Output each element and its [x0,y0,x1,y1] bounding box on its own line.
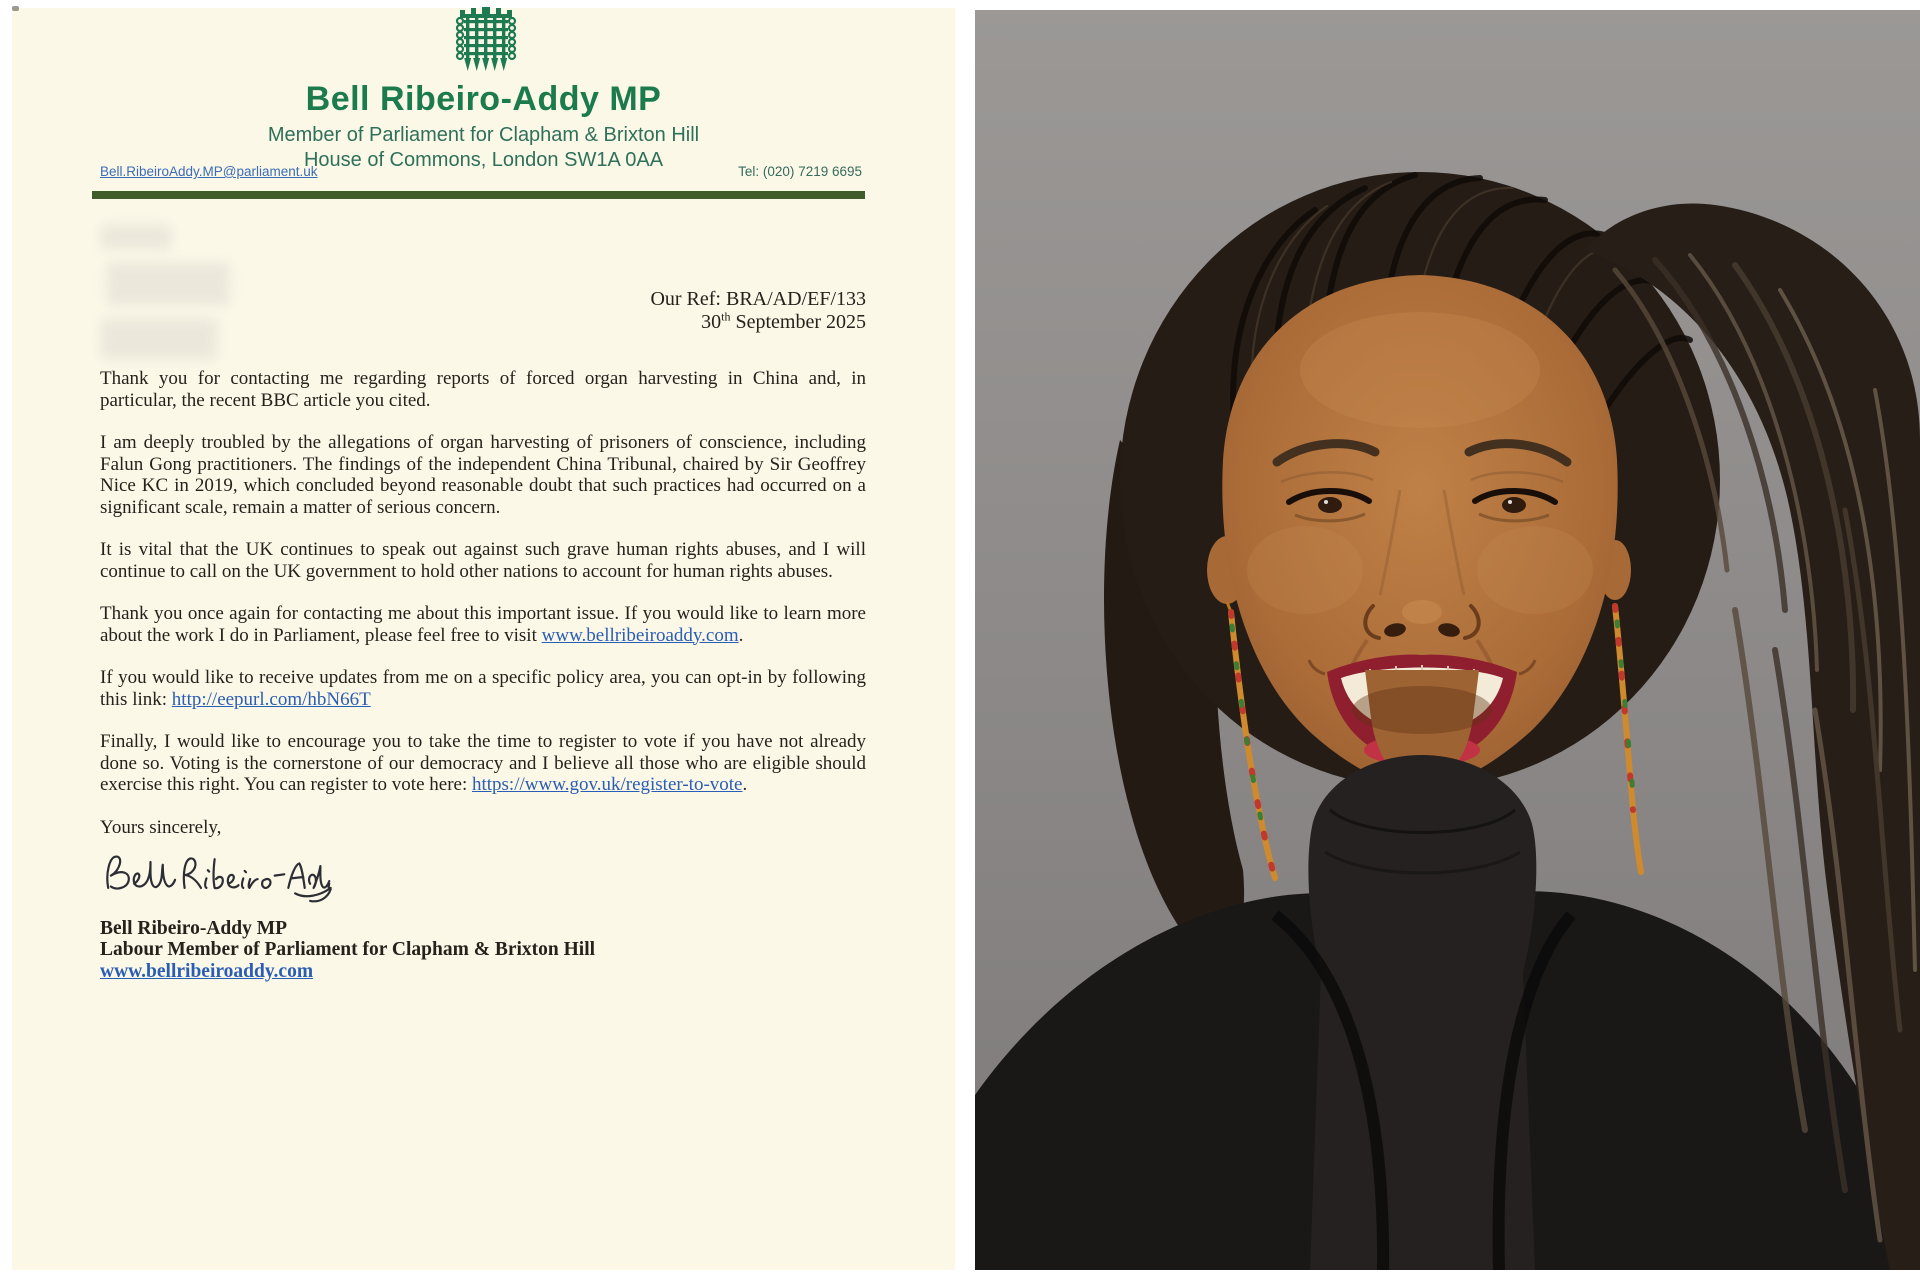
portcullis-crest-icon [452,5,520,77]
redacted-address-block [100,224,172,250]
letter-paragraph: Thank you for contacting me regarding reports of forced organ harvesting in China and, in particular, the recent BBC article you cited. [100,368,866,411]
header-divider-rule [92,191,865,199]
telephone-number: Tel: (020) 7219 6695 [738,164,862,179]
photo-panel [967,0,1920,1280]
scan-artifact [12,6,19,11]
date-line: 30th September 2025 [701,309,866,333]
signatory-role: Labour Member of Parliament for Clapham & Brixton Hill [100,939,596,960]
website-inline-link[interactable]: www.bellribeiroaddy.com [541,624,739,646]
newsletter-optin-link[interactable]: http://eepurl.com/hbN66T [171,688,371,710]
letter-paragraph: If you would like to receive updates from me on a specific policy area, you can opt-in by following this link: http://eepurl.com/hbN66T [100,667,866,710]
letter-paragraph: I am deeply troubled by the allegations of organ harvesting of prisoners of conscience, including Falun Gong practitioners. The findings of the independent China Tribunal, chaired by Sir Geoffrey Nice KC in 2019, which concluded beyond reasonable doubt that such practices had occurred on a significant scale, remain a matter of serious concern. [100,432,866,518]
letter-paragraph: Thank you once again for contacting me about this important issue. If you would like to learn more about the work I do in Parliament, please feel free to visit www.bellribeiroaddy.com. [100,603,866,646]
letter-paragraph: Finally, I would like to encourage you to take the time to register to vote if you have not already done so. Voting is the cornerstone of our democracy and I believe all those who are eligible should exercise this right. You can register to vote here: https://www.gov.uk/register-to-vote. [100,731,866,795]
signatory-name: Bell Ribeiro-Addy MP [100,917,288,939]
reference-block [100,288,866,334]
mp-portrait-photo [975,10,1920,1270]
valediction: Yours sincerely, [100,816,222,838]
letterhead-address: House of Commons, London SW1A 0AA [303,149,664,171]
letterhead-constituency: Member of Parliament for Clapham & Brixton Hill [267,124,700,146]
handwritten-signature [100,846,866,914]
letterhead-name: Bell Ribeiro-Addy MP [305,80,662,118]
footer-website-link[interactable]: www.bellribeiroaddy.com [100,960,314,982]
our-ref-line: Our Ref: BRA/AD/EF/133 [650,288,866,310]
letter-body [100,288,866,982]
register-to-vote-link[interactable]: https://www.gov.uk/register-to-vote [471,774,743,795]
contact-row [100,164,862,179]
letter-paragraph: It is vital that the UK continues to speak out against such grave human rights abuses, and I will continue to call on the UK government to hold other nations to account for human rights abuses. [100,539,866,582]
email-link[interactable]: Bell.RibeiroAddy.MP@parliament.uk [100,164,318,179]
